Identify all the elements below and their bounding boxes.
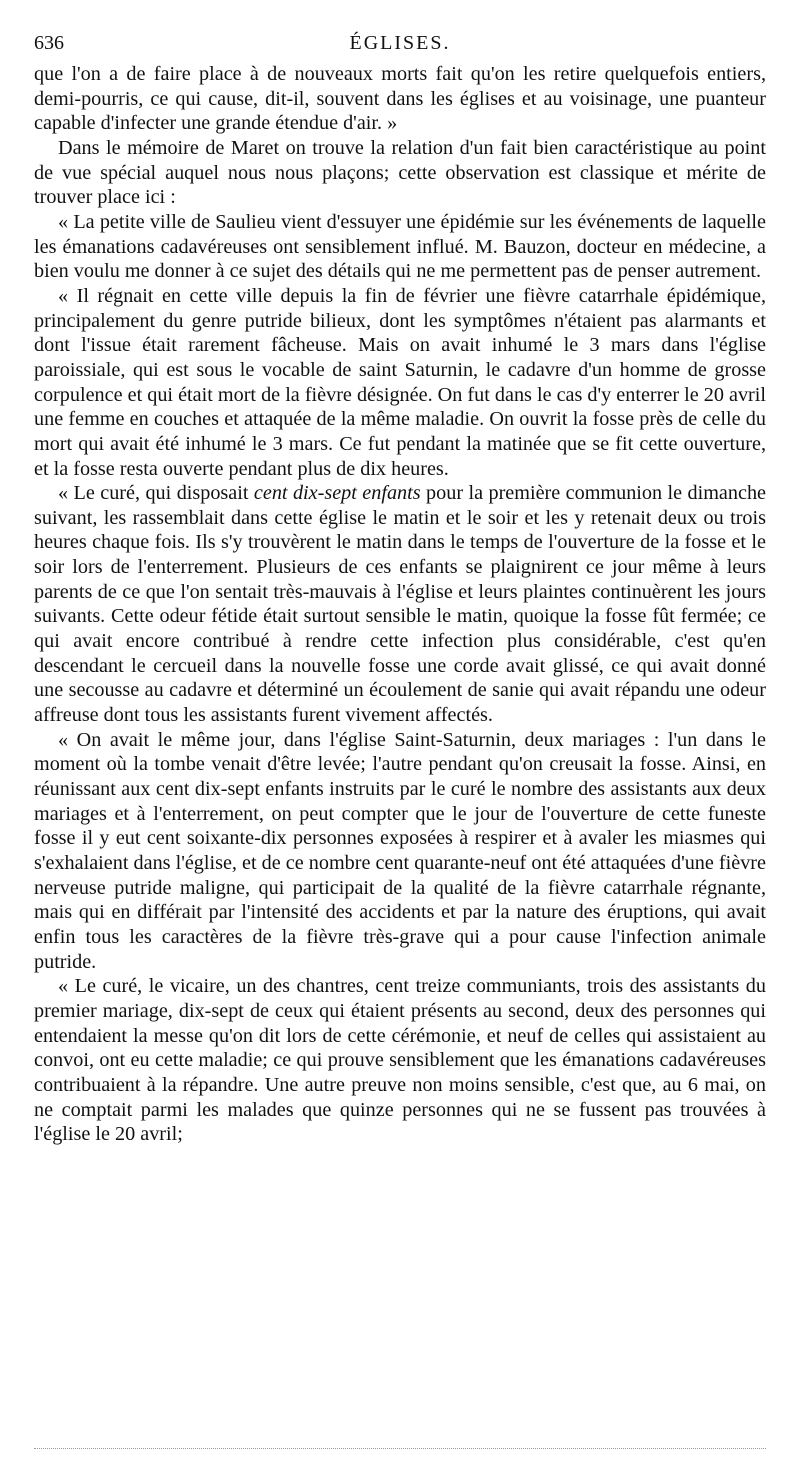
footer-dotted-rule (34, 1448, 766, 1449)
page-number: 636 (34, 32, 64, 54)
paragraph: « On avait le même jour, dans l'église Saint-Saturnin, deux mariages : l'un dans le moment où la tombe venait d'être levée; l'autre pendant qu'on creusait la fosse. Ainsi, en réunissant aux cent dix-sept enfants instruits par le curé le nombre des assistants aux deux mariages et à l'enterrement, on peut compter que le jour de l'ouverture de cette funeste fosse il y eut cent soixante-dix personnes exposées à respirer et à avaler les miasmes qui s'exhalaient dans l'église, et de ce nombre cent quarante-neuf ont été attaquées d'une fièvre nerveuse putride maligne, qui participait de la qualité de la fièvre catarrhale régnante, mais qui en différait par l'intensité des accidents et par la nature des éruptions, qui avait enfin tous les caractères de la fièvre très-grave qui a pour cause l'infection animale putride. (34, 728, 766, 973)
running-head (34, 28, 766, 58)
italic-emphasis: cent dix-sept enfants (253, 482, 421, 505)
paragraph (34, 481, 766, 728)
body-text (34, 62, 766, 1147)
paragraph: Dans le mémoire de Maret on trouve la relation d'un fait bien caractéristique au point de vue spécial auquel nous nous plaçons; cette observation est classique et mérite de trouver place ici : (34, 136, 766, 209)
paragraph: « Le curé, le vicaire, un des chantres, cent treize communiants, trois des assistants du premier mariage, dix-sept de ceux qui étaient présents au second, deux des personnes qui entendaient la messe qu'on dit lors de cette cérémonie, et neuf de celles qui assistaient au convoi, ont eu cette maladie; ce qui prouve sensiblement que les émanations cadavéreuses contribuaient à la répandre. Une autre preuve non moins sensible, c'est que, au 6 mai, on ne comptait parmi les malades que quinze personnes qui ne se fussent pas trouvées à l'église le 20 avril; (34, 975, 766, 1146)
paragraph-text: pour la première communion le dimanche suivant, les rassemblait dans cette église le matin et le soir et les y retenait deux ou trois heures chaque fois. Ils s'y trouvèrent le matin dans le temps de l'ouverture de la fosse et le soir lors de l'enterrement. Plusieurs de ces enfants se plaignirent ce jour même à leurs parents de ce que l'on sentait très-mauvais à l'église et leurs plaintes continuèrent les jours suivants. Cette odeur fétide était surtout sensible le matin, quoique la fosse fût fermée; ce qui avait encore contribué à rendre cette infection plus considérable, c'est qu'en descendant le cercueil dans la nouvelle fosse une corde avait glissé, ce qui avait donné une secousse au cadavre et déterminé un écoulement de sanie qui avait répandu une odeur affreuse dont tous les assistants furent vivement affectés. (34, 482, 767, 727)
paragraph: que l'on a de faire place à de nouveaux morts fait qu'on les retire quelquefois entiers, demi-pourris, ce qui cause, dit-il, souvent dans les églises et au voisinage, une puanteur capable d'infecter une grande étendue d'air. » (34, 63, 766, 135)
paragraph: « Il régnait en cette ville depuis la fin de février une fièvre catarrhale épidémique, principalement du genre putride bilieux, dont les symptômes n'étaient pas alarmants et dont l'issue était rarement fâcheuse. Mais on avait inhumé le 3 mars dans l'église paroissiale, qui est sous le vocable de saint Saturnin, le cadavre d'un homme de grosse corpulence et qui était mort de la fièvre désignée. On fut dans le cas d'y enterrer le 20 avril une femme en couches et attaquée de la même maladie. On ouvrit la fosse près de celle du mort qui avait été inhumé le 3 mars. Ce fut pendant la matinée que se fit cette ouverture, et la fosse resta ouverte pendant plus de dix heures. (34, 284, 766, 480)
paragraph: « La petite ville de Saulieu vient d'essuyer une épidémie sur les événements de laquelle les émanations cadavéreuses ont sensiblement influé. M. Bauzon, docteur en médecine, a bien voulu me donner à ce sujet des détails qui ne me permettent pas de penser autrement. (34, 210, 766, 283)
running-title: ÉGLISES. (349, 32, 451, 54)
paragraph-text: « Le curé, qui disposait (58, 482, 254, 505)
